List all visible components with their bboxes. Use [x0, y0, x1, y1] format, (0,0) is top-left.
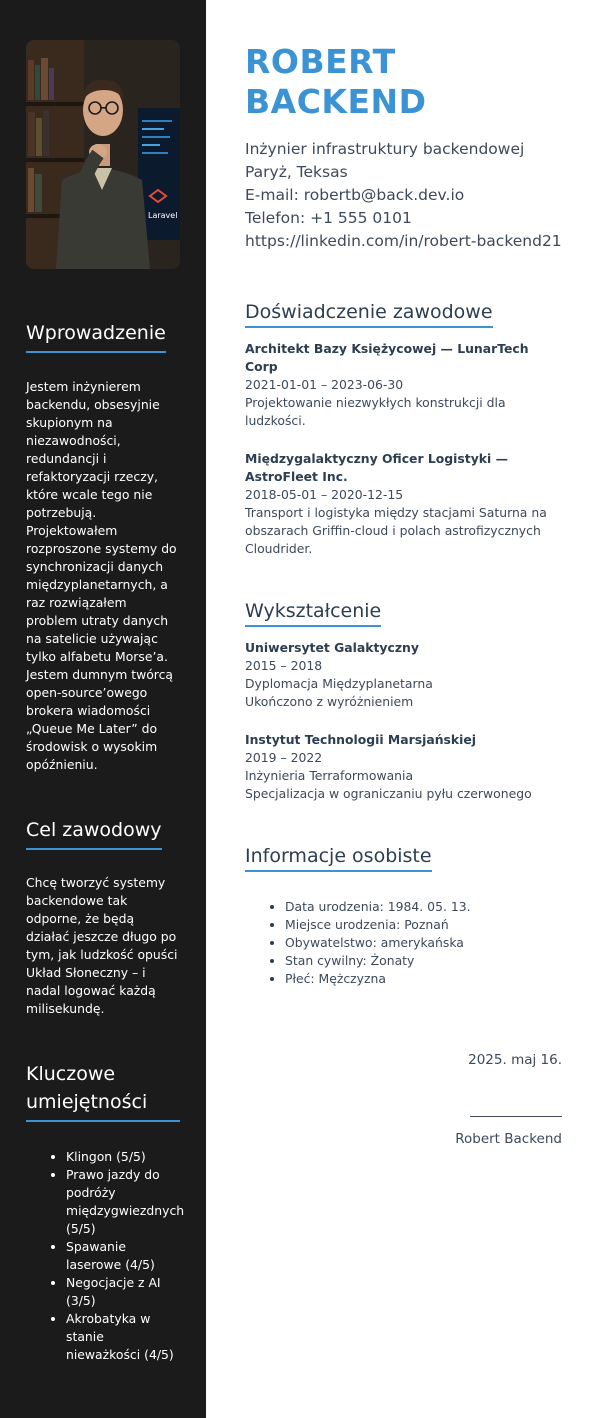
signature-date: 2025. maj 16. — [468, 1052, 562, 1068]
email-text: E-mail: robertb@back.dev.io — [245, 186, 465, 204]
experience-item — [245, 340, 562, 430]
education-note: Ukończono z wyróżnieniem — [245, 694, 414, 709]
contact-block — [245, 138, 562, 253]
education-item — [245, 639, 562, 711]
personal-heading: Informacje osobiste — [245, 843, 432, 872]
experience-description: Projektowanie niezwykłych konstrukcji dla ludzkości. — [245, 395, 506, 428]
experience-description: Transport i logistyka między stacjami Saturna na obszarach Griffin-cloud i polach astrofizycznych Cloudrider. — [245, 505, 547, 556]
experience-heading: Doświadczenie zawodowe — [245, 299, 493, 328]
linkedin-link[interactable]: https://linkedin.com/in/robert-backend21 — [245, 232, 562, 250]
signature-line — [245, 1102, 562, 1121]
portrait-photo-icon — [26, 40, 180, 269]
personal-info-item: • Stan cywilny: Żonaty — [285, 952, 562, 970]
skills-list — [26, 1148, 185, 1364]
main-content — [206, 0, 600, 1418]
goal-text: Chcę tworzyć systemy backendowe tak odporne, że będą działać jeszcze długo po tym, jak ludzkość opuści Układ Słoneczny – i nadal logować każdą milisekundę. — [26, 875, 178, 1016]
skill-item: • Prawo jazdy do podróży międzygwiezdnych (5/5) — [66, 1166, 180, 1238]
skill-item: • Spawanie laserowe (4/5) — [66, 1238, 180, 1274]
education-heading: Wykształcenie — [245, 598, 381, 627]
intro-heading: Wprowadzenie — [26, 319, 166, 353]
education-dates: 2015 – 2018 — [245, 658, 323, 673]
sidebar — [0, 0, 206, 1418]
intro-section — [26, 319, 180, 774]
skill-item: • Klingon (5/5) — [66, 1148, 180, 1166]
education-school: Instytut Technologii Marsjańskiej — [245, 732, 477, 747]
signature-name: Robert Backend — [455, 1131, 562, 1147]
personal-info-item: • Obywatelstwo: amerykańska — [285, 934, 562, 952]
personal-info-item: • Płeć: Mężczyzna — [285, 970, 562, 988]
personal-info-item: • Miejsce urodzenia: Poznań — [285, 916, 562, 934]
education-degree: Inżynieria Terraformowania — [245, 768, 414, 783]
education-school: Uniwersytet Galaktyczny — [245, 640, 419, 655]
experience-item — [245, 450, 562, 558]
education-dates: 2019 – 2022 — [245, 750, 323, 765]
education-section — [245, 598, 562, 803]
candidate-name: ROBERT BACKEND — [245, 42, 427, 121]
role-text: Inżynier infrastruktury backendowej — [245, 140, 525, 158]
personal-info-item: • Data urodzenia: 1984. 05. 13. — [285, 898, 562, 916]
goal-section — [26, 816, 180, 1018]
phone-text: Telefon: +1 555 0101 — [245, 209, 412, 227]
education-note: Specjalizacja w ograniczaniu pyłu czerwonego — [245, 786, 532, 801]
profile-photo — [26, 40, 180, 269]
skills-heading: Kluczowe umiejętności — [26, 1060, 180, 1122]
personal-info-list — [245, 898, 562, 988]
intro-text: Jestem inżynierem backendu, obsesyjnie skupionym na niezawodności, redundancji i refaktoryzacji rzeczy, które wcale tego nie potrzebują. Projektowałem rozproszone systemy do synchronizacji danych międzyplanetarnych, a raz rozwiązałem problem utraty danych na satelicie używając tylko alfabetu Morse’a. Jestem dumnym twórcą open-source’owego brokera wiadomości „Queue Me Later” do środowisk o wysokim opóźnieniu. — [26, 379, 177, 772]
education-degree: Dyplomacja Międzyplanetarna — [245, 676, 433, 691]
education-item — [245, 731, 562, 803]
experience-title: Architekt Bazy Księżycowej — LunarTech Corp — [245, 341, 529, 374]
laravel-badge-text: Laravel — [148, 211, 178, 220]
experience-section — [245, 299, 562, 558]
skills-section — [26, 1060, 185, 1364]
goal-heading: Cel zawodowy — [26, 816, 162, 850]
experience-title: Międzygalaktyczny Oficer Logistyki — AstroFleet Inc. — [245, 451, 508, 484]
skill-item: • Negocjacje z AI (3/5) — [66, 1274, 180, 1310]
experience-dates: 2018-05-01 – 2020-12-15 — [245, 487, 404, 502]
location-text: Paryż, Teksas — [245, 163, 348, 181]
experience-dates: 2021-01-01 – 2023-06-30 — [245, 377, 404, 392]
personal-section — [245, 843, 562, 988]
skill-item: • Akrobatyka w stanie nieważkości (4/5) — [66, 1310, 180, 1364]
